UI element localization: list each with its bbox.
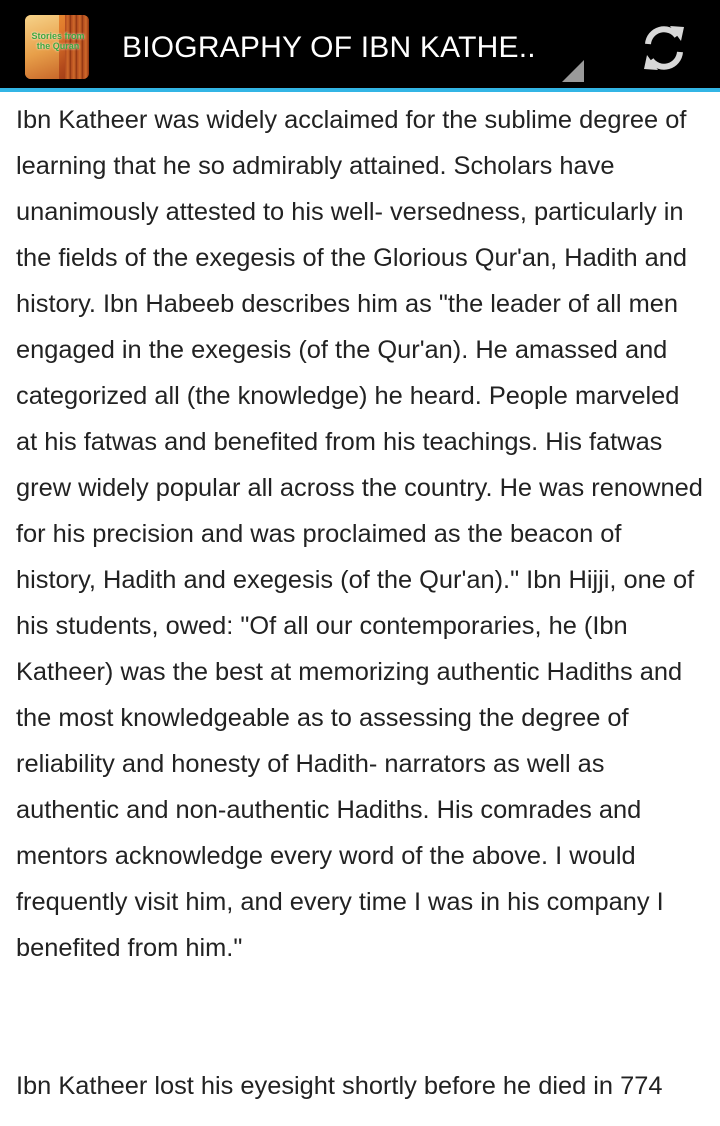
article-body bbox=[0, 92, 720, 1109]
article-paragraph-1: Ibn Katheer was widely acclaimed for the sublime degree of learning that he so admirably attained. Scholars have unanimously attested to his well- versedness, particularly in the fields of the exegesis of the Glorious Qur'an, Hadith and history. Ibn Habeeb describes him as "the leader of all men engaged in the exegesis (of the Qur'an). He amassed and categorized all (the knowledge) he heard. People marveled at his fatwas and benefited from his teachings. His fatwas grew widely popular all across the country. He was renowned for his precision and was proclaimed as the beacon of history, Hadith and exegesis (of the Qur'an)." Ibn Hijji, one of his students, owed: "Of all our contemporaries, he (Ibn Katheer) was the best at memorizing authentic Hadiths and the most knowledgeable as to assessing the degree of reliability and honesty of Hadith- narrators as well as authentic and non-authentic Hadiths. His comrades and mentors acknowledge every word of the above. I would frequently visit him, and every time I was in his company I benefited from him." bbox=[16, 106, 703, 962]
paragraph-spacer bbox=[16, 971, 704, 1063]
app-logo-text: Stories from the Quran bbox=[31, 31, 85, 51]
action-bar bbox=[0, 0, 720, 92]
spinner-indicator-icon bbox=[562, 60, 584, 82]
refresh-button[interactable] bbox=[636, 20, 692, 76]
app-logo-icon[interactable] bbox=[25, 15, 89, 79]
page-title: BIOGRAPHY OF IBN KATHE.. bbox=[122, 31, 536, 64]
refresh-icon bbox=[639, 23, 689, 73]
chapter-spinner[interactable] bbox=[122, 0, 592, 92]
article-paragraph-2: Ibn Katheer lost his eyesight shortly before he died in 774 bbox=[16, 1072, 663, 1100]
